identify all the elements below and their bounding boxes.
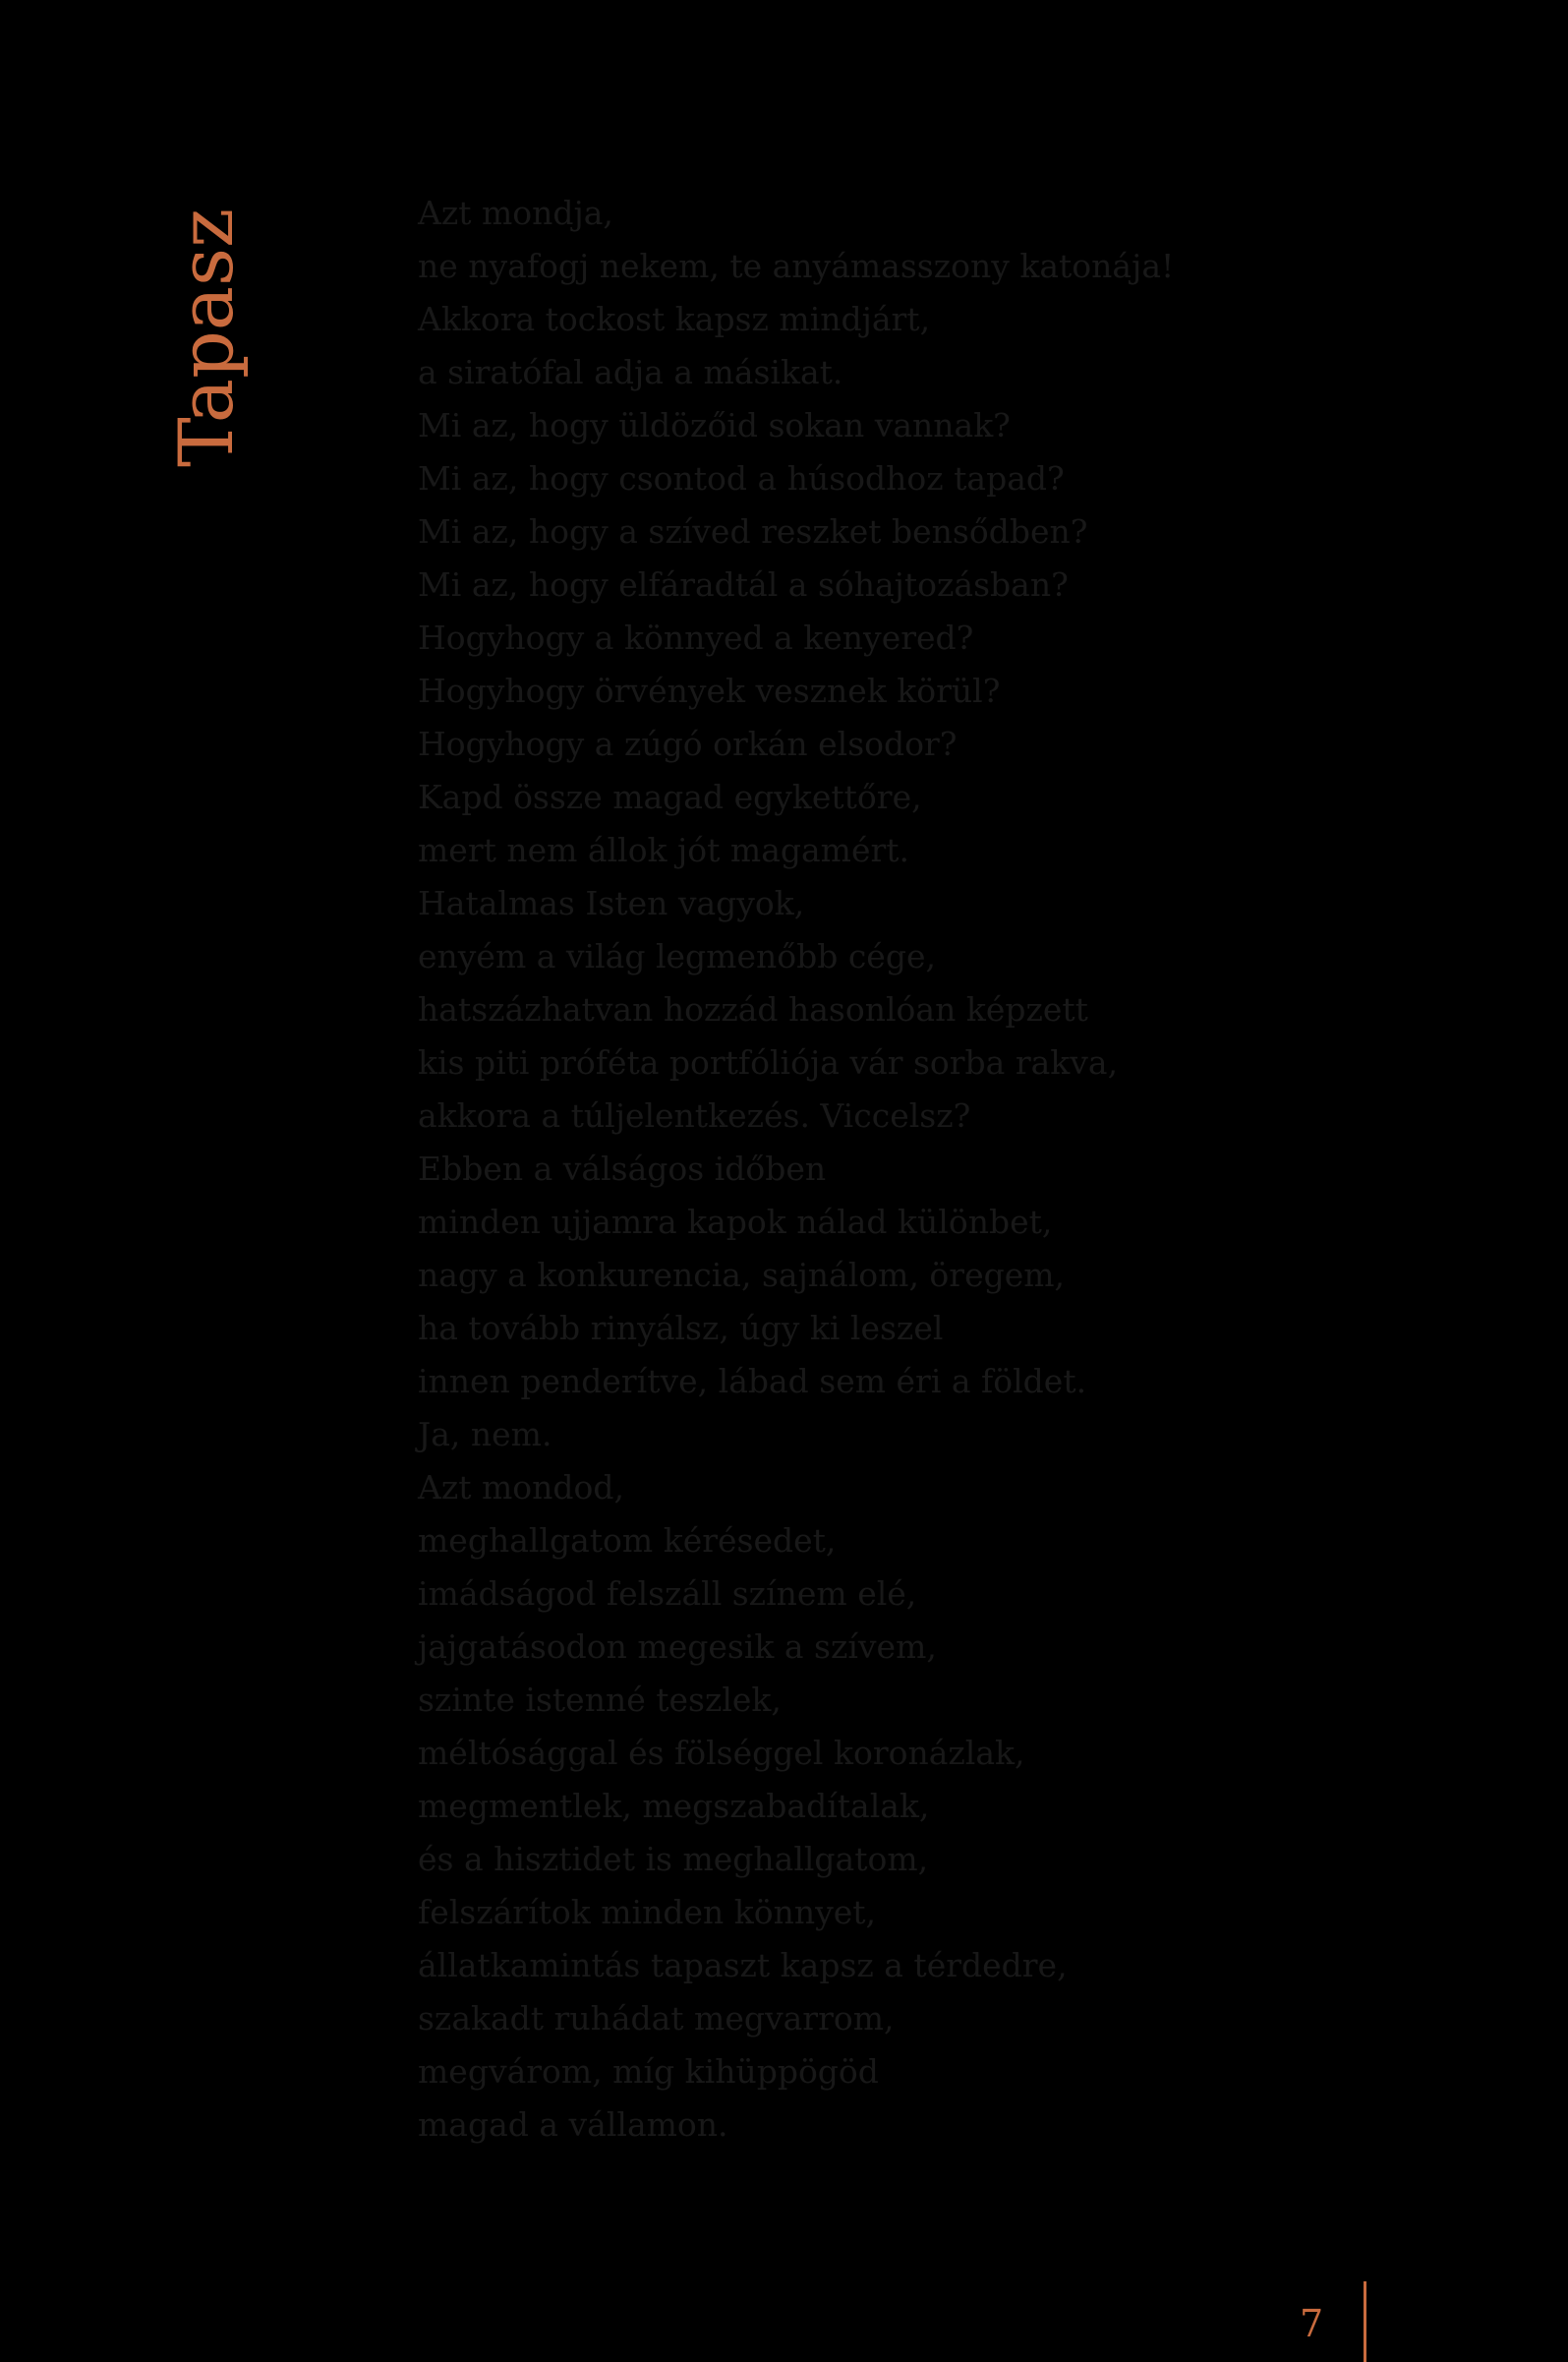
poem-line: Kapd össze magad egykettőre, (418, 778, 922, 816)
poem-line: Hogyhogy a zúgó orkán elsodor? (418, 725, 958, 763)
poem-line: Ebben a válságos időben (418, 1150, 827, 1188)
poem-line: megmentlek, megszabadítalak, (418, 1787, 930, 1825)
poem-line: hatszázhatvan hozzád hasonlóan képzett (418, 990, 1088, 1029)
poem-title: Tapasz (162, 207, 250, 467)
poem-line: ne nyafogj nekem, te anyámasszony katonája! (418, 247, 1175, 285)
poem-line: felszárítok minden könnyet, (418, 1893, 877, 1931)
poem-line: nagy a konkurencia, sajnálom, öregem, (418, 1256, 1066, 1294)
poem-line: a siratófal adja a másikat. (418, 353, 843, 391)
poem-line: Mi az, hogy üldözőid sokan vannak? (418, 406, 1011, 444)
poem-line: méltósággal és fölséggel koronázlak, (418, 1734, 1025, 1772)
poem-line: megvárom, míg kihüppögöd (418, 2052, 879, 2091)
poem-line: Hogyhogy örvények vesznek körül? (418, 672, 1001, 710)
poem-line: innen penderítve, lábad sem éri a földet. (418, 1362, 1087, 1400)
poem-line: Hatalmas Isten vagyok, (418, 884, 805, 922)
poem-line: Hogyhogy a könnyed a kenyered? (418, 619, 974, 657)
poem-line: akkora a túljelentkezés. Viccelsz? (418, 1096, 971, 1135)
poem-line: minden ujjamra kapok nálad különbet, (418, 1203, 1053, 1241)
poem-line: Mi az, hogy elfáradtál a sóhajtozásban? (418, 565, 1069, 604)
poem-line: ha tovább rinyálsz, úgy ki leszel (418, 1309, 944, 1347)
poem-line: enyém a világ legmenőbb cége, (418, 937, 936, 975)
poem-line: Akkora tockost kapsz mindjárt, (418, 300, 931, 338)
page-number-rule (1364, 2281, 1366, 2362)
poem-line: jajgatásodon megesik a szívem, (418, 1627, 937, 1666)
poem-line: Mi az, hogy a szíved reszket bensődben? (418, 512, 1088, 551)
poem-line: Azt mondja, (418, 194, 613, 232)
poem-line: Ja, nem. (418, 1415, 552, 1453)
poem-line: és a hisztidet is meghallgatom, (418, 1840, 929, 1878)
page-number: 7 (1300, 2302, 1324, 2345)
poem-line: szakadt ruhádat megvarrom, (418, 1999, 895, 2037)
poem-line: Mi az, hogy csontod a húsodhoz tapad? (418, 459, 1065, 498)
poem-line: imádságod felszáll színem elé, (418, 1574, 917, 1613)
poem-line: kis piti próféta portfóliója vár sorba rakva, (418, 1043, 1119, 1082)
poem-body (418, 187, 1450, 2152)
poem-line: magad a vállamon. (418, 2105, 728, 2144)
poem-line: meghallgatom kérésedet, (418, 1521, 837, 1560)
poem-line: állatkamintás tapaszt kapsz a térdedre, (418, 1946, 1068, 1984)
poem-line: mert nem állok jót magamért. (418, 831, 910, 869)
poem-line: Azt mondod, (418, 1468, 624, 1506)
poem-line: szinte istenné teszlek, (418, 1681, 782, 1719)
